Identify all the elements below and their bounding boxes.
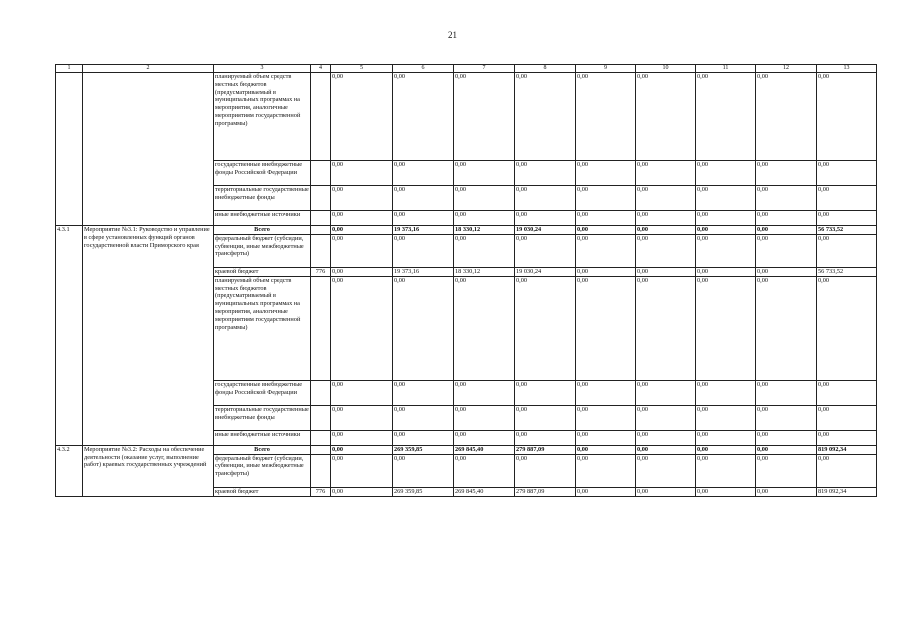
value-cell: 0,00 [393,211,454,226]
value-cell: 0,00 [696,380,756,405]
value-cell: 0,00 [454,161,515,186]
funding-source-cell: краевой бюджет [214,487,311,496]
funding-source-cell: федеральный бюджет (субсидии, субвенции, иные межбюджетные трансферты) [214,454,311,487]
column-header: 12 [756,65,817,73]
grbs-cell: 776 [311,487,331,496]
funding-source-cell: иные внебюджетные источники [214,211,311,226]
value-cell: 0,00 [636,487,696,496]
value-cell: 0,00 [331,380,393,405]
column-header: 2 [83,65,214,73]
value-cell: 0,00 [756,430,817,445]
value-cell: 0,00 [756,226,817,235]
value-cell: 19 373,16 [393,267,454,276]
item-name-cell: Мероприятие №3.1: Руководство и управление в сфере установленных функций органов государственной власти Приморского края [83,226,214,446]
value-cell: 0,00 [696,234,756,267]
value-cell: 0,00 [393,276,454,380]
value-cell: 0,00 [576,211,636,226]
value-cell: 0,00 [696,226,756,235]
value-cell: 0,00 [576,267,636,276]
value-cell: 19 373,16 [393,226,454,235]
value-cell: 0,00 [393,454,454,487]
column-header: 13 [817,65,877,73]
column-header: 1 [56,65,83,73]
value-cell: 0,00 [393,380,454,405]
grbs-cell [311,161,331,186]
value-cell: 0,00 [576,161,636,186]
page-number: 21 [448,30,457,40]
value-cell: 19 030,24 [515,226,576,235]
value-cell: 0,00 [393,234,454,267]
column-header: 11 [696,65,756,73]
value-cell: 0,00 [393,186,454,211]
value-cell: 0,00 [696,73,756,161]
column-header: 9 [576,65,636,73]
value-cell: 0,00 [515,234,576,267]
value-cell: 0,00 [696,430,756,445]
value-cell: 0,00 [817,234,877,267]
value-cell: 0,00 [817,430,877,445]
item-name-cell: Мероприятие №3.2: Расходы на обеспечение деятельности (оказание услуг, выполнение работ) краевых государственных учреждений [83,445,214,496]
value-cell: 0,00 [331,211,393,226]
value-cell: 56 733,52 [817,267,877,276]
value-cell: 0,00 [515,405,576,430]
value-cell: 0,00 [756,380,817,405]
value-cell: 0,00 [576,276,636,380]
value-cell: 0,00 [756,161,817,186]
value-cell: 0,00 [515,430,576,445]
value-cell: 0,00 [454,73,515,161]
value-cell: 0,00 [756,487,817,496]
grbs-cell [311,226,331,235]
value-cell: 0,00 [515,276,576,380]
column-header: 8 [515,65,576,73]
value-cell: 0,00 [576,445,636,454]
value-cell: 0,00 [454,276,515,380]
value-cell: 0,00 [636,380,696,405]
value-cell: 18 330,12 [454,267,515,276]
value-cell: 0,00 [515,211,576,226]
grbs-cell [311,186,331,211]
value-cell: 0,00 [331,454,393,487]
table-row [56,73,877,161]
table-row [56,226,877,235]
funding-source-cell: Всего [214,226,311,235]
funding-source-cell: краевой бюджет [214,267,311,276]
value-cell: 0,00 [636,226,696,235]
grbs-cell [311,73,331,161]
value-cell: 0,00 [515,161,576,186]
grbs-cell [311,211,331,226]
value-cell: 0,00 [817,161,877,186]
funding-source-cell: государственные внебюджетные фонды Российской Федерации [214,161,311,186]
funding-source-cell: территориальные государственные внебюджетные фонды [214,405,311,430]
value-cell: 0,00 [636,445,696,454]
item-code-cell [56,73,83,226]
grbs-cell [311,405,331,430]
value-cell: 269 359,85 [393,445,454,454]
value-cell: 0,00 [756,405,817,430]
value-cell: 0,00 [515,186,576,211]
value-cell: 0,00 [696,445,756,454]
value-cell: 0,00 [756,454,817,487]
budget-table [55,64,877,497]
grbs-cell [311,276,331,380]
table-row [56,445,877,454]
value-cell: 0,00 [576,186,636,211]
value-cell: 0,00 [454,211,515,226]
value-cell: 0,00 [636,211,696,226]
value-cell: 0,00 [393,405,454,430]
value-cell: 0,00 [331,267,393,276]
value-cell: 0,00 [636,267,696,276]
value-cell: 0,00 [454,234,515,267]
value-cell: 0,00 [331,73,393,161]
funding-source-cell: территориальные государственные внебюджетные фонды [214,186,311,211]
value-cell: 0,00 [576,487,636,496]
column-header: 10 [636,65,696,73]
value-cell: 0,00 [331,430,393,445]
grbs-cell [311,445,331,454]
column-header: 5 [331,65,393,73]
value-cell: 0,00 [515,454,576,487]
value-cell: 0,00 [817,380,877,405]
value-cell: 0,00 [393,73,454,161]
value-cell: 0,00 [454,454,515,487]
value-cell: 0,00 [817,186,877,211]
value-cell: 0,00 [756,267,817,276]
funding-source-cell: планируемый объем средств местных бюджетов (предусматриваемый в муниципальных программах на мероприятия, аналогичные мероприятиям государственной программы) [214,276,311,380]
value-cell: 0,00 [696,161,756,186]
column-header: 7 [454,65,515,73]
grbs-cell [311,234,331,267]
value-cell: 0,00 [454,430,515,445]
value-cell: 0,00 [331,186,393,211]
header-row [56,65,877,73]
value-cell: 0,00 [696,276,756,380]
value-cell: 0,00 [515,73,576,161]
value-cell: 0,00 [696,267,756,276]
value-cell: 0,00 [817,454,877,487]
value-cell: 0,00 [393,430,454,445]
funding-source-cell: федеральный бюджет (субсидии, субвенции, иные межбюджетные трансферты) [214,234,311,267]
value-cell: 0,00 [576,380,636,405]
grbs-cell: 776 [311,267,331,276]
value-cell: 0,00 [331,405,393,430]
value-cell: 0,00 [454,380,515,405]
value-cell: 0,00 [817,276,877,380]
value-cell: 0,00 [696,405,756,430]
value-cell: 819 092,34 [817,487,877,496]
value-cell: 0,00 [393,161,454,186]
value-cell: 0,00 [331,487,393,496]
value-cell: 279 887,09 [515,487,576,496]
value-cell: 0,00 [636,234,696,267]
funding-source-cell: иные внебюджетные источники [214,430,311,445]
value-cell: 0,00 [331,226,393,235]
value-cell: 0,00 [331,445,393,454]
value-cell: 0,00 [817,405,877,430]
item-name-cell [83,73,214,226]
value-cell: 0,00 [756,211,817,226]
value-cell: 0,00 [636,405,696,430]
column-header: 4 [311,65,331,73]
value-cell: 269 845,40 [454,487,515,496]
value-cell: 0,00 [576,430,636,445]
value-cell: 0,00 [636,454,696,487]
value-cell: 0,00 [454,186,515,211]
value-cell: 269 359,85 [393,487,454,496]
value-cell: 56 733,52 [817,226,877,235]
value-cell: 0,00 [515,380,576,405]
grbs-cell [311,430,331,445]
value-cell: 0,00 [454,405,515,430]
value-cell: 0,00 [696,487,756,496]
grbs-cell [311,454,331,487]
value-cell: 819 092,34 [817,445,877,454]
value-cell: 0,00 [331,161,393,186]
value-cell: 0,00 [817,211,877,226]
value-cell: 0,00 [696,186,756,211]
value-cell: 18 330,12 [454,226,515,235]
column-header: 3 [214,65,311,73]
value-cell: 0,00 [696,211,756,226]
value-cell: 0,00 [576,454,636,487]
funding-source-cell: Всего [214,445,311,454]
value-cell: 0,00 [756,73,817,161]
value-cell: 0,00 [636,430,696,445]
funding-source-cell: планируемый объем средств местных бюджетов (предусматриваемый в муниципальных программах на мероприятия, аналогичные мероприятиям государственной программы) [214,73,311,161]
value-cell: 279 887,09 [515,445,576,454]
value-cell: 0,00 [756,186,817,211]
value-cell: 0,00 [331,234,393,267]
value-cell: 0,00 [576,234,636,267]
value-cell: 0,00 [636,161,696,186]
funding-source-cell: государственные внебюджетные фонды Российской Федерации [214,380,311,405]
item-code-cell: 4.3.1 [56,226,83,446]
grbs-cell [311,380,331,405]
value-cell: 0,00 [817,73,877,161]
value-cell: 0,00 [576,405,636,430]
value-cell: 0,00 [636,186,696,211]
column-header: 6 [393,65,454,73]
value-cell: 0,00 [696,454,756,487]
value-cell: 0,00 [756,276,817,380]
value-cell: 0,00 [331,276,393,380]
value-cell: 0,00 [636,73,696,161]
item-code-cell: 4.3.2 [56,445,83,496]
value-cell: 0,00 [576,73,636,161]
value-cell: 0,00 [756,445,817,454]
value-cell: 0,00 [756,234,817,267]
value-cell: 269 845,40 [454,445,515,454]
value-cell: 0,00 [636,276,696,380]
value-cell: 19 030,24 [515,267,576,276]
value-cell: 0,00 [576,226,636,235]
